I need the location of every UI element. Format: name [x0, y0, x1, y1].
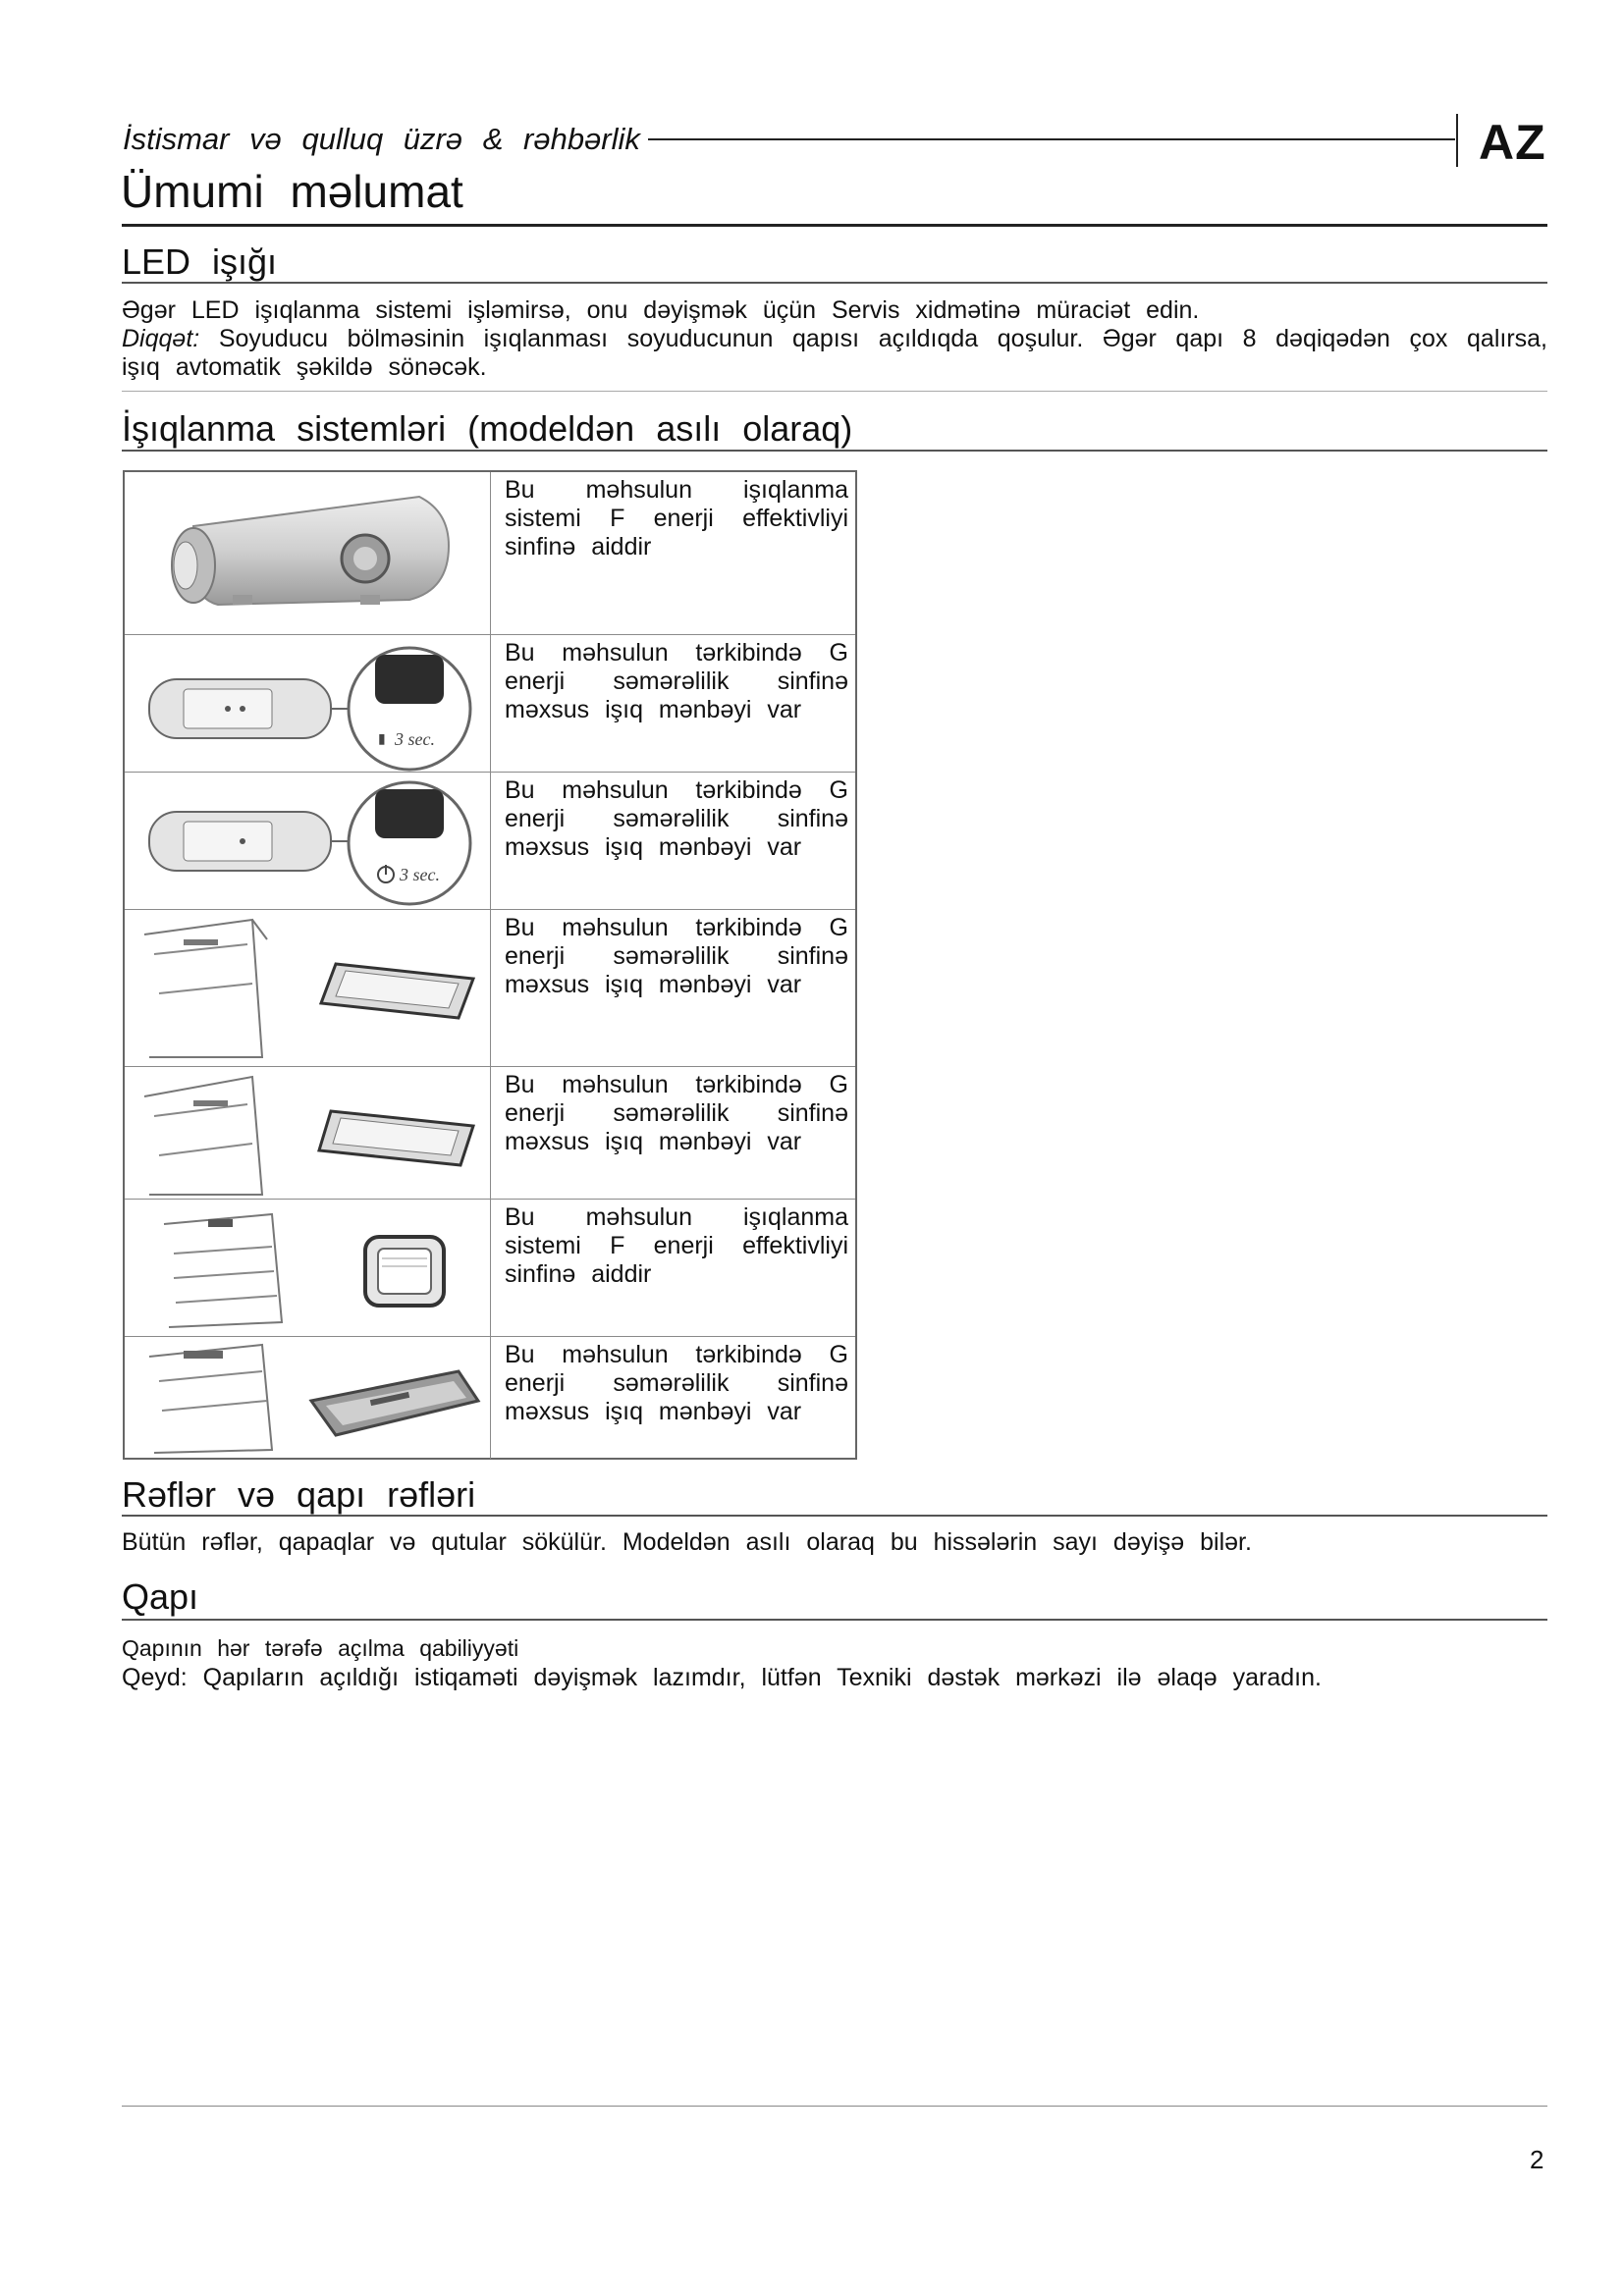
table-row: [125, 634, 855, 773]
led-heading-rule: [122, 282, 1547, 284]
table-row-text: Bu məhsulun tərkibində G enerji səmərəlilik sinfinə məxsus işıq mənbəyi var: [505, 914, 848, 998]
page-number: 2: [1530, 2145, 1544, 2174]
header-divider: [1456, 114, 1458, 167]
header-rule: [648, 138, 1455, 140]
shelves-text: Bütün rəflər, qapaqlar və qutular sökülür. Modeldən asılı olaraq bu hissələrin sayı dəyişə bilər.: [122, 1528, 1252, 1556]
three-sec-label: 3 sec.: [400, 865, 440, 884]
led-lamp-tube-illustration: [125, 472, 490, 634]
led-text: Əgər LED işıqlanma sistemi işləmirsə, onu dəyişmək üçün Servis xidmətinə müraciət edin.: [122, 296, 1200, 324]
table-image-cell: [125, 1067, 491, 1200]
led-module-thermostat-3sec-illustration: [125, 635, 490, 773]
footer-rule: [122, 2106, 1547, 2107]
led-heading: LED işığı: [122, 241, 278, 282]
door-heading-rule: [122, 1619, 1547, 1621]
led-module-power-3sec-illustration: [125, 773, 490, 910]
led-note-label: Diqqət:: [122, 325, 200, 352]
cabinet-top-led-square-illustration: [125, 1200, 490, 1337]
door-text: Qeyd: Qapıların açıldığı istiqaməti dəyişmək lazımdır, lütfən Texniki dəstək mərkəzi ilə əlaqə yaradın.: [122, 1664, 1322, 1691]
lighting-heading: İşıqlanma sistemləri (modeldən asılı olaraq): [122, 408, 853, 449]
led-note-text: Soyuducu bölməsinin işıqlanması soyuducunun qapısı açıldıqda qoşulur. Əgər qapı 8 dəqiqədən çox qalırsa, işıq avtomatik şəkildə sönəcək.: [122, 325, 1547, 381]
table-image-cell: [125, 773, 491, 910]
cabinet-side-led-panel-illustration: [125, 910, 490, 1067]
table-image-cell: [125, 1337, 491, 1459]
table-row: [125, 772, 855, 910]
table-image-cell: [125, 910, 491, 1067]
language-code: AZ: [1479, 115, 1546, 170]
header-subtitle: İstismar və qulluq üzrə & rəhbərlik: [123, 122, 640, 156]
title-rule: [122, 224, 1547, 227]
table-row-text: Bu məhsulun tərkibində G enerji səmərəlilik sinfinə məxsus işıq mənbəyi var: [505, 1341, 848, 1425]
table-row: [125, 1336, 855, 1459]
table-row: [125, 1199, 855, 1337]
table-row: [125, 1066, 855, 1200]
table-row-text: Bu məhsulun tərkibində G enerji səmərəlilik sinfinə məxsus işıq mənbəyi var: [505, 776, 848, 861]
table-row-text: Bu məhsulun tərkibində G enerji səmərəlilik sinfinə məxsus işıq mənbəyi var: [505, 1071, 848, 1155]
table-row: [125, 472, 855, 634]
table-image-cell: [125, 635, 491, 773]
led-note: [122, 325, 1547, 382]
lighting-table: [123, 470, 857, 1460]
svg-text:▮: ▮: [378, 730, 386, 746]
cabinet-side-led-panel-illustration: [125, 1067, 490, 1200]
door-heading: Qapı: [122, 1576, 199, 1617]
page-title: Ümumi məlumat: [121, 166, 463, 217]
cabinet-top-led-bar-illustration: [125, 1337, 490, 1459]
table-row: [125, 909, 855, 1067]
table-row-text: Bu məhsulun tərkibində G enerji səmərəlilik sinfinə məxsus işıq mənbəyi var: [505, 639, 848, 723]
table-row-text: Bu məhsulun işıqlanma sistemi F enerji effektivliyi sinfinə aiddir: [505, 1203, 848, 1288]
shelves-heading-rule: [122, 1515, 1547, 1517]
table-row-text: Bu məhsulun işıqlanma sistemi F enerji effektivliyi sinfinə aiddir: [505, 476, 848, 561]
shelves-heading: Rəflər və qapı rəfləri: [122, 1474, 476, 1515]
led-section-divider: [122, 391, 1547, 392]
door-subheading: Qapının hər tərəfə açılma qabiliyyəti: [122, 1635, 519, 1661]
lighting-heading-rule: [122, 450, 1547, 452]
table-image-cell: [125, 472, 491, 634]
table-image-cell: [125, 1200, 491, 1337]
three-sec-label: 3 sec.: [395, 729, 435, 749]
